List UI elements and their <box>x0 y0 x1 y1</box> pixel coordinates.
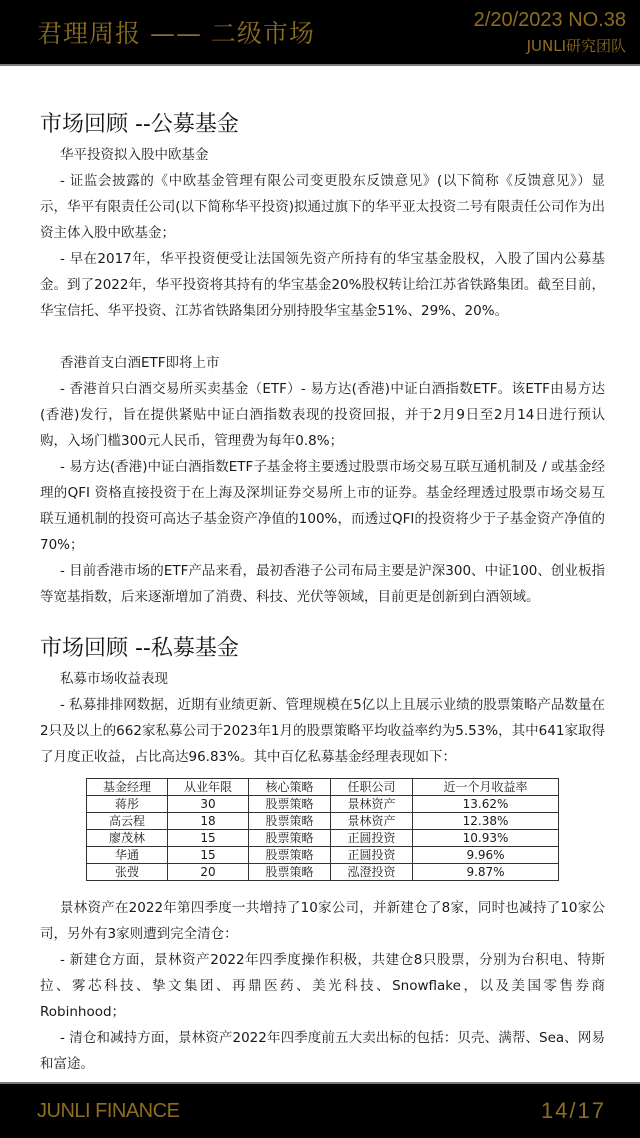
table-row <box>87 847 559 864</box>
cell: 15 <box>168 847 249 864</box>
table-row <box>87 813 559 830</box>
column-header: 从业年限 <box>168 779 249 796</box>
topic-subtitle: 私募市场收益表现 <box>60 671 168 687</box>
page-number: 14/17 <box>540 1098 606 1123</box>
cell: 15 <box>168 830 249 847</box>
cell: 12.38% <box>413 813 559 830</box>
cell: 9.96% <box>413 847 559 864</box>
report-title: 君理周报 —— 二级市场 <box>37 19 315 48</box>
cell: 廖茂林 <box>87 830 168 847</box>
cell: 20 <box>168 864 249 881</box>
paragraph: - 新建仓方面，景林资产2022年四季度操作积极，共建仓8只股票，分别为台积电、特斯拉、雾芯科技、挚文集团、再鼎医药、美光科技、Snowflake，以及美国零售券商Robinhood； <box>40 952 605 1020</box>
page-footer <box>0 1082 640 1138</box>
page-header <box>0 0 640 66</box>
main-content <box>40 108 605 1077</box>
table-row <box>87 796 559 813</box>
cell: 正圆投资 <box>331 847 413 864</box>
paragraph: - 早在2017年，华平投资便受让法国领先资产所持有的华宝基金股权，入股了国内公募基金。到了2022年，华平投资将其持有的华宝基金20%股权转让给江苏省铁路集团。截至目前，华宝信托、华平投资、江苏省铁路集团分别持股华宝基金51%、29%、20%。 <box>40 251 605 319</box>
cell: 13.62% <box>413 796 559 813</box>
cell: 9.87% <box>413 864 559 881</box>
section-title-private-funds: 市场回顾 --私募基金 <box>40 636 239 661</box>
table-row <box>87 830 559 847</box>
cell: 股票策略 <box>249 864 331 881</box>
fund-manager-table <box>86 778 559 881</box>
issue-date-number: 2/20/2023 NO.38 <box>473 9 626 31</box>
paragraph: - 易方达(香港)中证白酒指数ETF子基金将主要透过股票市场交易互联互通机制及 / 或基金经理的QFI 资格直接投资于在上海及深圳证券交易所上市的证券。基金经理透过股票市场交易互联互通机制的投资可高达子基金资产净值的100%，而透过QFI的投资将少于子基金资产净值的70%； <box>40 459 605 553</box>
cell: 正圆投资 <box>331 830 413 847</box>
cell: 股票策略 <box>249 830 331 847</box>
paragraph: - 清仓和减持方面，景林资产2022年四季度前五大卖出标的包括：贝壳、满帮、Sea、网易和富途。 <box>40 1030 605 1072</box>
paragraph: - 证监会披露的《中欧基金管理有限公司变更股东反馈意见》(以下简称《反馈意见》）显示，华平有限责任公司(以下简称华平投资)拟通过旗下的华平亚太投资二号有限责任公司作为出资主体入股中欧基金； <box>40 173 605 241</box>
table-header-row <box>87 779 559 796</box>
section-title-public-funds: 市场回顾 --公募基金 <box>40 112 239 137</box>
topic-subtitle: 香港首支白酒ETF即将上市 <box>60 355 220 371</box>
cell: 18 <box>168 813 249 830</box>
cell: 张弢 <box>87 864 168 881</box>
cell: 景林资产 <box>331 796 413 813</box>
cell: 景林资产 <box>331 813 413 830</box>
cell: 股票策略 <box>249 813 331 830</box>
cell: 蒋彤 <box>87 796 168 813</box>
topic-subtitle: 华平投资拟入股中欧基金 <box>60 147 209 163</box>
cell: 30 <box>168 796 249 813</box>
paragraph: 景林资产在2022年第四季度一共增持了10家公司，并新建仓了8家，同时也减持了10家公司，另外有3家则遭到完全清仓： <box>40 900 605 942</box>
paragraph: - 目前香港市场的ETF产品来看，最初香港子公司布局主要是沪深300、中证100、创业板指等宽基指数，后来逐渐增加了消费、科技、光伏等领域，目前更是创新到白酒领域。 <box>40 563 605 605</box>
column-header: 基金经理 <box>87 779 168 796</box>
column-header: 核心策略 <box>249 779 331 796</box>
table-row <box>87 864 559 881</box>
brand-name: JUNLI FINANCE <box>37 1100 180 1122</box>
cell: 高云程 <box>87 813 168 830</box>
research-team: JUNLI研究团队 <box>526 37 626 55</box>
cell: 10.93% <box>413 830 559 847</box>
cell: 股票策略 <box>249 847 331 864</box>
cell: 股票策略 <box>249 796 331 813</box>
paragraph: - 香港首只白酒交易所买卖基金（ETF）- 易方达(香港)中证白酒指数ETF。该ETF由易方达(香港)发行，旨在提供紧贴中证白酒指数表现的投资回报，并于2月9日至2月14日进行预认购，入场门槛300元人民币，管理费为每年0.8%； <box>40 381 605 449</box>
cell: 泓澄投资 <box>331 864 413 881</box>
column-header: 任职公司 <box>331 779 413 796</box>
cell: 华通 <box>87 847 168 864</box>
column-header: 近一个月收益率 <box>413 779 559 796</box>
paragraph: - 私募排排网数据，近期有业绩更新、管理规模在5亿以上且展示业绩的股票策略产品数量在2只及以上的662家私募公司于2023年1月的股票策略平均收益率约为5.53%，其中641家取得了月度正收益，占比高达96.83%。其中百亿私募基金经理表现如下： <box>40 697 605 765</box>
